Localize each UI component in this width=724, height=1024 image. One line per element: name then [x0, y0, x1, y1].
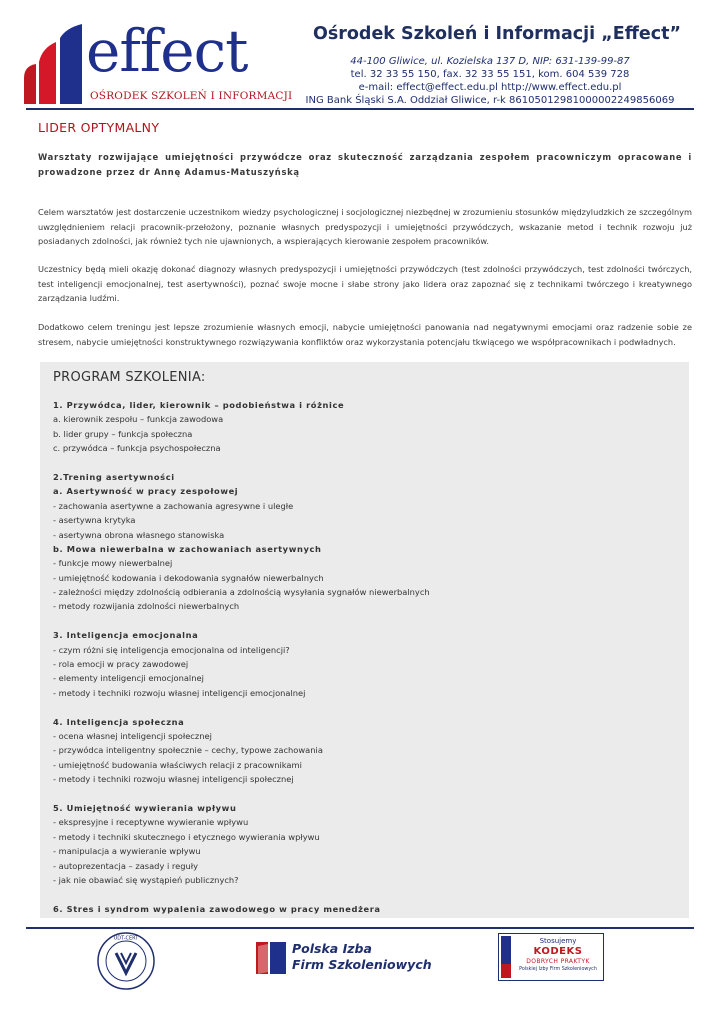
program-item: - elementy inteligencji emocjonalnej [53, 673, 204, 684]
program-item: c. przywódca – funkcja psychospołeczna [53, 443, 221, 454]
program-item: - ocena własnej inteligencji społecznej [53, 730, 212, 741]
pifs-name [292, 941, 432, 973]
program-item: - autoprezentacja – zasady i reguły [53, 860, 199, 871]
org-address: 44-100 Gliwice, ul. Kozielska 137 D, NIP: 631-139-99-87 [350, 56, 630, 67]
organization-details [292, 55, 688, 107]
program-heading: 6. Stres i syndrom wypalenia zawodowego w pracy menedżera [53, 903, 381, 914]
page-header [0, 0, 724, 112]
logo-subtitle: OŚRODEK SZKOLEŃ I INFORMACJI [90, 90, 293, 102]
program-spacer [53, 614, 678, 628]
program-heading: 1. Przywódca, lider, kierownik – podobieństwa i różnice [53, 400, 345, 410]
program-item: - metody rozwijania zdolności niewerbalnych [53, 601, 240, 612]
kodeks-badge [498, 933, 604, 981]
udt-cert-seal-icon [96, 931, 156, 991]
program-item: - asertywna krytyka [53, 515, 136, 526]
program-spacer [53, 787, 678, 801]
program-list [53, 398, 678, 916]
paragraph-participants: Uczestnicy będą mieli okazję dokonać diagnozy własnych predyspozycji i umiejętności przywódczych (test zdolności przywódczych, test zdolności twórczych, test inteligencji emocjonalnej, test asertywności), poznać swoje mocne i słabe strony jako lidera oraz zapoznać się z technikami twórczego i kreatywnego zarządzania ludźmi. [38, 264, 692, 303]
document-title: LIDER OPTYMALNY [38, 120, 160, 135]
program-spacer [53, 887, 678, 901]
kodeks-line2: KODEKS [533, 946, 583, 957]
program-heading: 2.Trening asertywności [53, 471, 175, 482]
program-item: - metody i techniki rozwoju własnej inteligencji emocjonalnej [53, 687, 306, 698]
certification-badge [96, 931, 156, 991]
program-heading: a. Asertywność w pracy zespołowej [53, 486, 239, 497]
program-spacer [53, 456, 678, 470]
program-spacer [53, 700, 678, 714]
program-item: - jak nie obawiać się wystąpień publicznych? [53, 874, 239, 885]
program-box [40, 362, 689, 918]
program-heading: 3. Inteligencja emocjonalna [53, 630, 199, 641]
program-item: - ekspresyjne i receptywne wywieranie wpływu [53, 817, 249, 828]
kodeks-flag-icon [501, 936, 511, 978]
header-divider [26, 108, 694, 110]
program-heading: 5. Umiejętność wywierania wpływu [53, 802, 237, 813]
pifs-logo [254, 938, 432, 978]
program-item: - umiejętność kodowania i dekodowania sygnałów niewerbalnych [53, 572, 324, 583]
kodeks-line3: DOBRYCH PRAKTYK [526, 958, 590, 965]
program-item: - przywódca inteligentny społecznie – cechy, typowe zachowania [53, 745, 323, 756]
program-heading: b. Mowa niewerbalna w zachowaniach asertywnych [53, 543, 322, 554]
pifs-line2: Firm Szkoleniowych [292, 957, 432, 972]
program-item: - rola emocji w pracy zawodowej [53, 659, 189, 670]
effect-logo [22, 17, 293, 108]
pifs-book-icon [254, 938, 288, 978]
organization-name: Ośrodek Szkoleń i Informacji „Effect” [312, 24, 682, 44]
program-item: - funkcje mowy niewerbalnej [53, 558, 173, 569]
paragraph-goals: Celem warsztatów jest dostarczenie uczestnikom wiedzy psychologicznej i socjologicznej niezbędnej w zrozumieniu stosunków międzyludzkich ze szczególnym uwzględnieniem relacji pracownik-przełożony, poznanie własnych predyspozycji i umiejętności przywódczych, wskazanie metod i technik rozwoju już posiadanych zdolności, jak również tych nie ujawnionych, a wspierających kierowanie zespołem pracowników. [38, 207, 692, 246]
program-item: - asertywna obrona własnego stanowiska [53, 529, 225, 540]
program-item: - czym różni się inteligencja emocjonalna od inteligencji? [53, 644, 290, 655]
program-item: - manipulacja a wywieranie wpływu [53, 846, 201, 857]
logo-word: effect [86, 17, 248, 85]
program-item: - umiejętność budowania właściwych relacji z pracownikami [53, 759, 302, 770]
program-item: b. lider grupy – funkcja społeczna [53, 428, 193, 439]
pifs-line1: Polska Izba [292, 941, 372, 956]
paragraph-additional: Dodatkowo celem treningu jest lepsze zrozumienie własnych emocji, nabycie umiejętności panowania nad negatywnymi emocjami oraz radzenie sobie ze stresem, nabycie umiejętności konstruktywnego rozwiązywania konfliktów oraz wykorzystania potencjału tkwiącego we współpracownikach i podwładnych. [38, 322, 692, 347]
program-heading: 4. Inteligencja społeczna [53, 716, 185, 727]
program-item: - zależności między zdolnością odbierania a zdolnością wysyłania sygnałów niewerbalnych [53, 587, 430, 598]
kodeks-line1: Stosujemy [539, 937, 577, 945]
program-title: PROGRAM SZKOLENIA: [53, 370, 206, 385]
org-contact[interactable]: e-mail: effect@effect.edu.pl http://www.effect.edu.pl [358, 82, 622, 93]
program-item: - metody i techniki rozwoju własnej inteligencji społecznej [53, 774, 294, 785]
program-item: a. kierownik zespołu – funkcja zawodowa [53, 414, 224, 425]
kodeks-line4: Polskiej Izby Firm Szkoleniowych [519, 967, 597, 972]
program-item: - zachowania asertywne a zachowania agresywne i uległe [53, 500, 294, 511]
org-phone: tel. 32 33 55 150, fax. 32 33 55 151, kom. 604 539 728 [350, 69, 630, 80]
document-intro: Warsztaty rozwijające umiejętności przywódcze oraz skuteczność zarządzania zespołem pracowniczym opracowane i prowadzone przez dr Annę Adamus-Matuszyńską [38, 152, 692, 177]
footer-divider [26, 927, 694, 929]
cert-ring-text: UDT-CERT [113, 935, 139, 942]
program-item: - metody i techniki skutecznego i etycznego wywierania wpływu [53, 831, 320, 842]
org-bank: ING Bank Śląski S.A. Oddział Gliwice, r-k 86105012981000002249856069 [305, 95, 675, 106]
logo-bars-icon [22, 22, 92, 108]
